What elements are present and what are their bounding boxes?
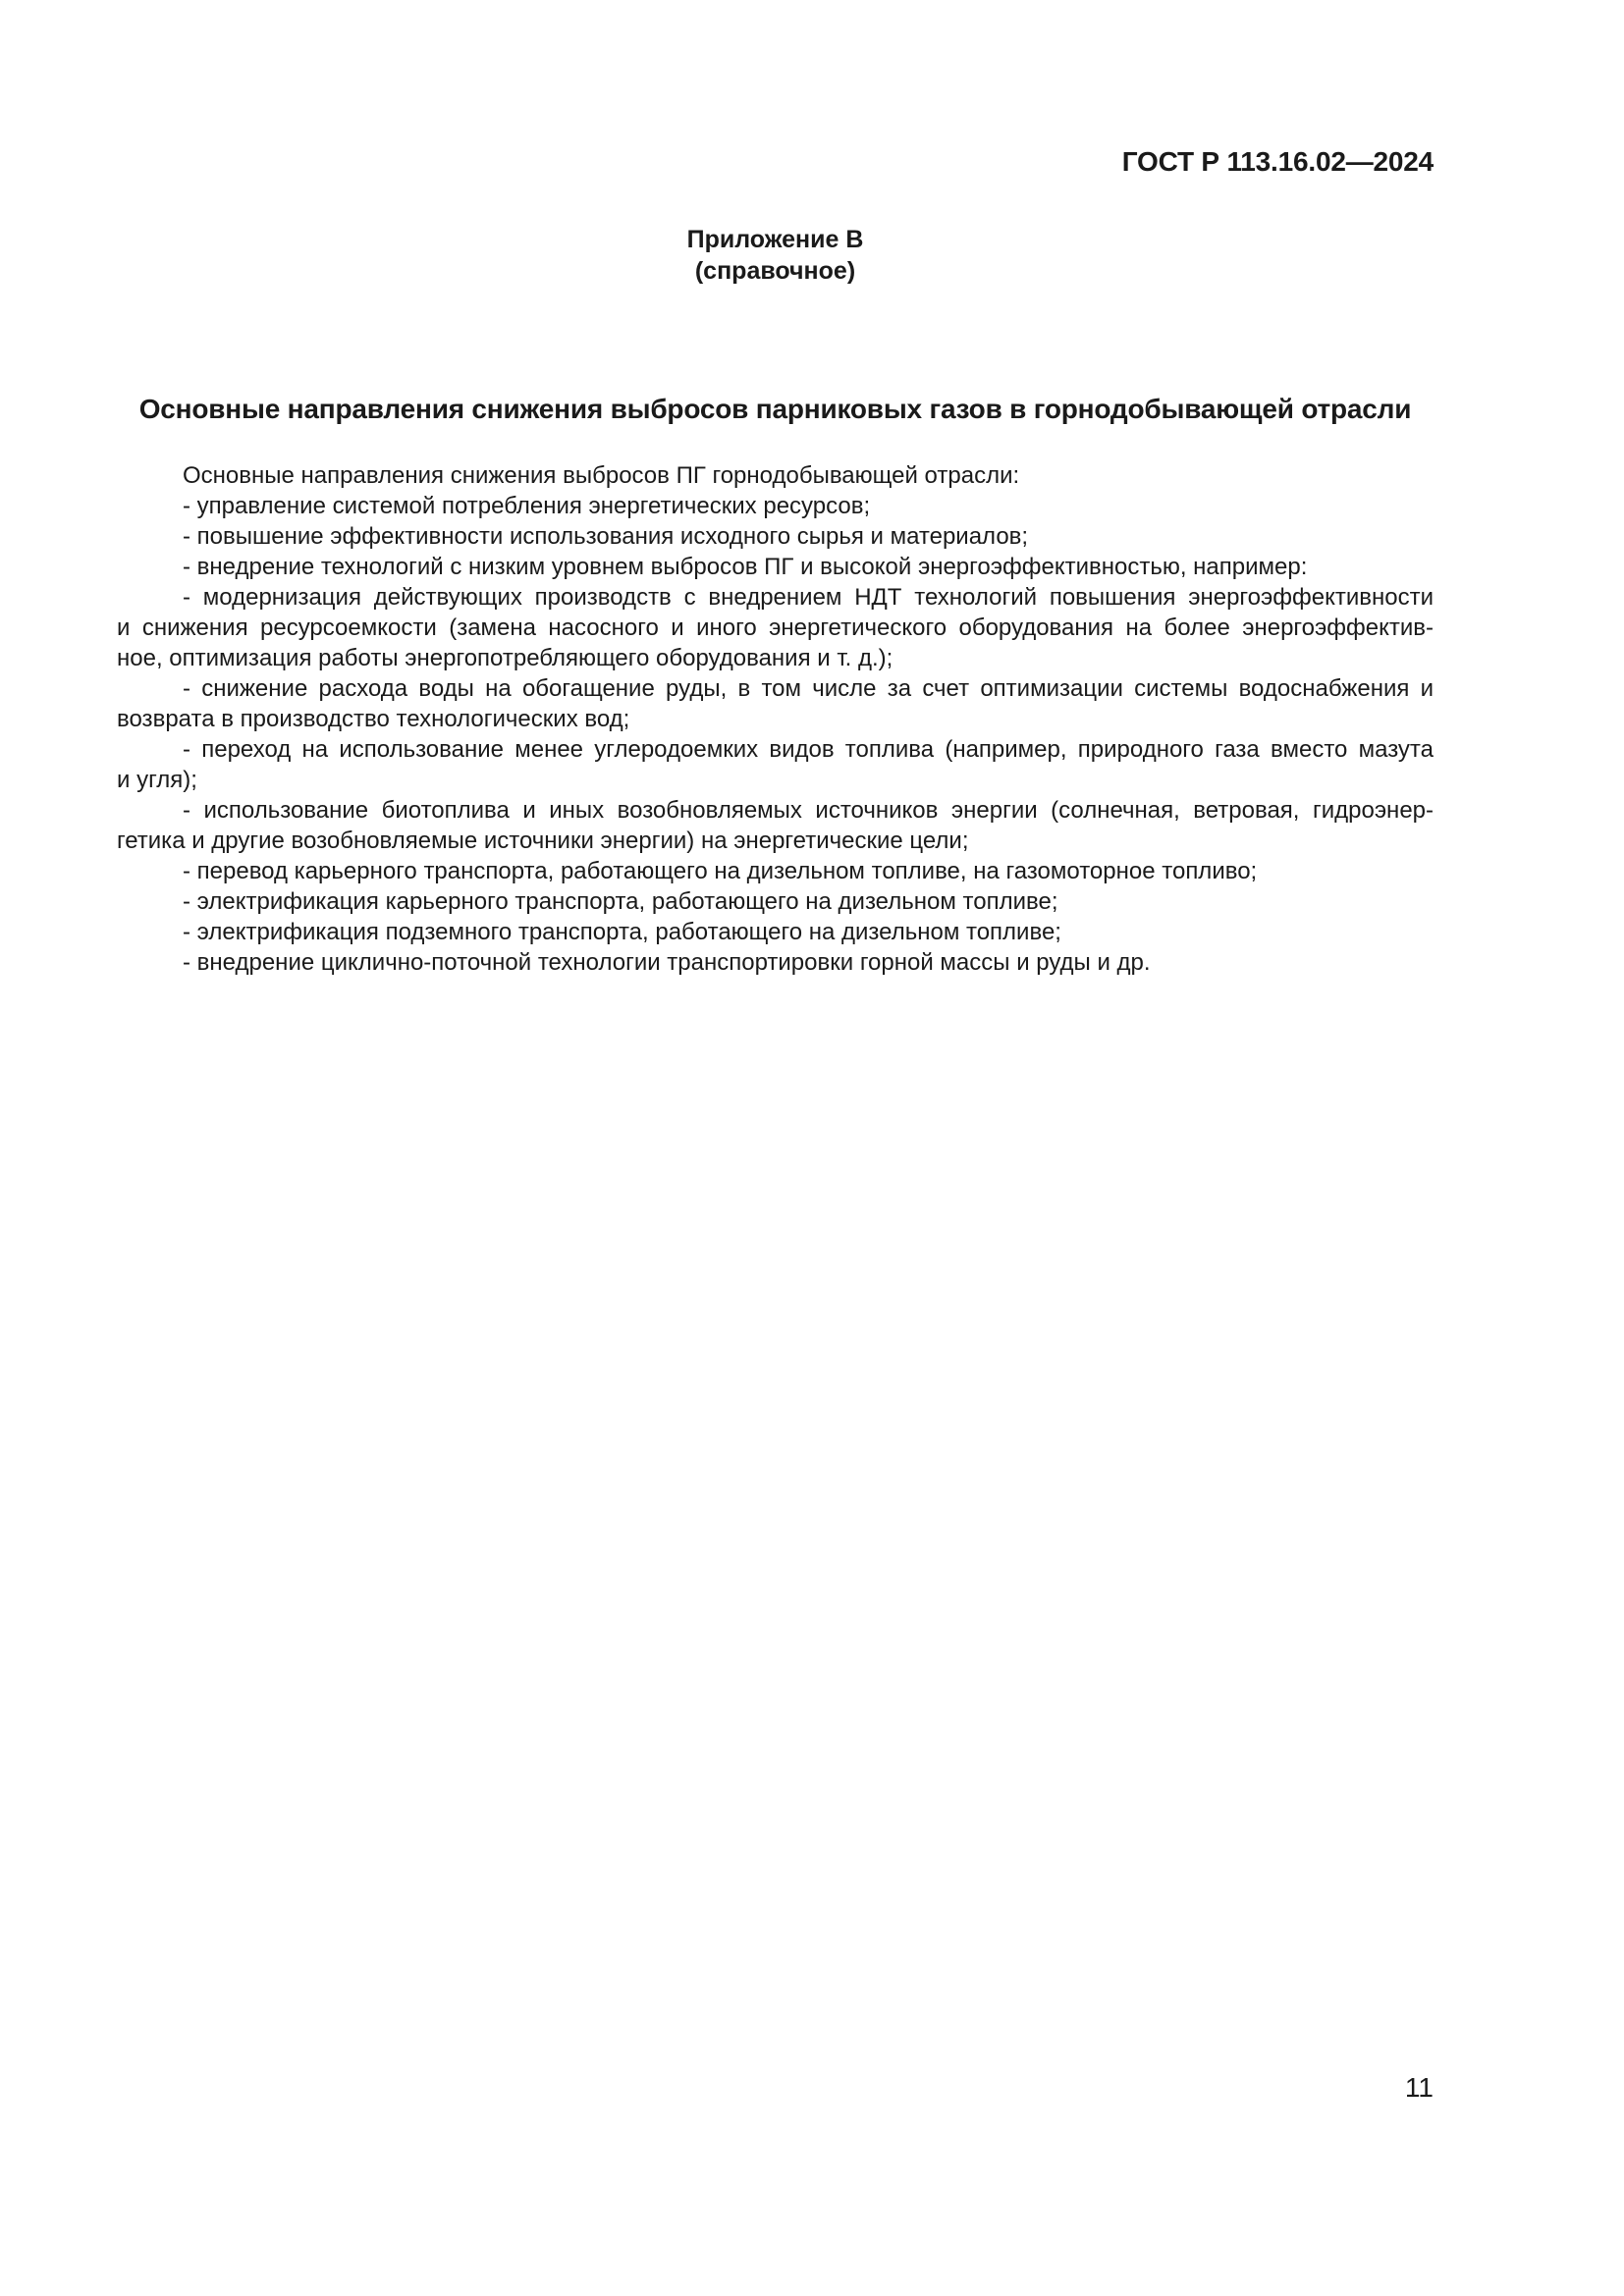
body-line: - использование биотоплива и иных возобновляемых источников энергии (солнечная, ветровая, гидроэнер- [183, 797, 1434, 824]
body-line: - модернизация действующих производств с внедрением НДТ технологий повышения энергоэффективности [183, 584, 1434, 611]
body-paragraph [117, 947, 1434, 978]
body-paragraph [117, 886, 1434, 917]
body-text [117, 460, 1434, 978]
page-number: 11 [1404, 2072, 1434, 2103]
body-line: - электрификация карьерного транспорта, работающего на дизельном топливе; [183, 888, 1058, 915]
appendix-kind: (справочное) [694, 257, 856, 285]
body-paragraph [117, 491, 1434, 521]
body-line: гетика и другие возобновляемые источники энергии) на энергетические цели; [117, 828, 969, 854]
running-header: ГОСТ Р 113.16.02—2024 [1121, 146, 1434, 177]
body-line: - перевод карьерного транспорта, работающего на дизельном топливе, на газомоторное топливо; [183, 858, 1258, 884]
body-paragraph [117, 856, 1434, 886]
body-line: - управление системой потребления энергетических ресурсов; [183, 493, 871, 519]
body-line: - электрификация подземного транспорта, работающего на дизельном топливе; [183, 919, 1061, 945]
body-paragraph [117, 734, 1434, 795]
body-paragraph [117, 582, 1434, 673]
body-line: - внедрение технологий с низким уровнем выбросов ПГ и высокой энергоэффективностью, например: [183, 554, 1308, 580]
body-paragraph [117, 552, 1434, 582]
body-line: - внедрение циклично-поточной технологии транспортировки горной массы и руды и др. [183, 949, 1151, 976]
body-line: Основные направления снижения выбросов ПГ горнодобывающей отрасли: [183, 462, 1020, 489]
body-line: и угля); [117, 767, 197, 793]
body-line: - повышение эффективности использования исходного сырья и материалов; [183, 523, 1029, 550]
body-line: ное, оптимизация работы энергопотребляющего оборудования и т. д.); [117, 645, 893, 671]
appendix-label: Приложение В [686, 226, 864, 253]
body-paragraph [117, 917, 1434, 947]
appendix-heading [117, 224, 1434, 287]
body-line: - снижение расхода воды на обогащение руды, в том числе за счет оптимизации системы водоснабжения и [183, 675, 1434, 702]
body-line: и снижения ресурсоемкости (замена насосного и иного энергетического оборудования на более энергоэффектив- [117, 614, 1434, 641]
body-paragraph [117, 460, 1434, 491]
body-paragraph [117, 521, 1434, 552]
body-line: - переход на использование менее углеродоемких видов топлива (например, природного газа вместо мазута [183, 736, 1434, 763]
body-paragraph [117, 795, 1434, 856]
body-line: возврата в производство технологических вод; [117, 706, 630, 732]
body-paragraph [117, 673, 1434, 734]
document-title: Основные направления снижения выбросов парниковых газов в горнодобывающей отрасли [138, 394, 1412, 424]
